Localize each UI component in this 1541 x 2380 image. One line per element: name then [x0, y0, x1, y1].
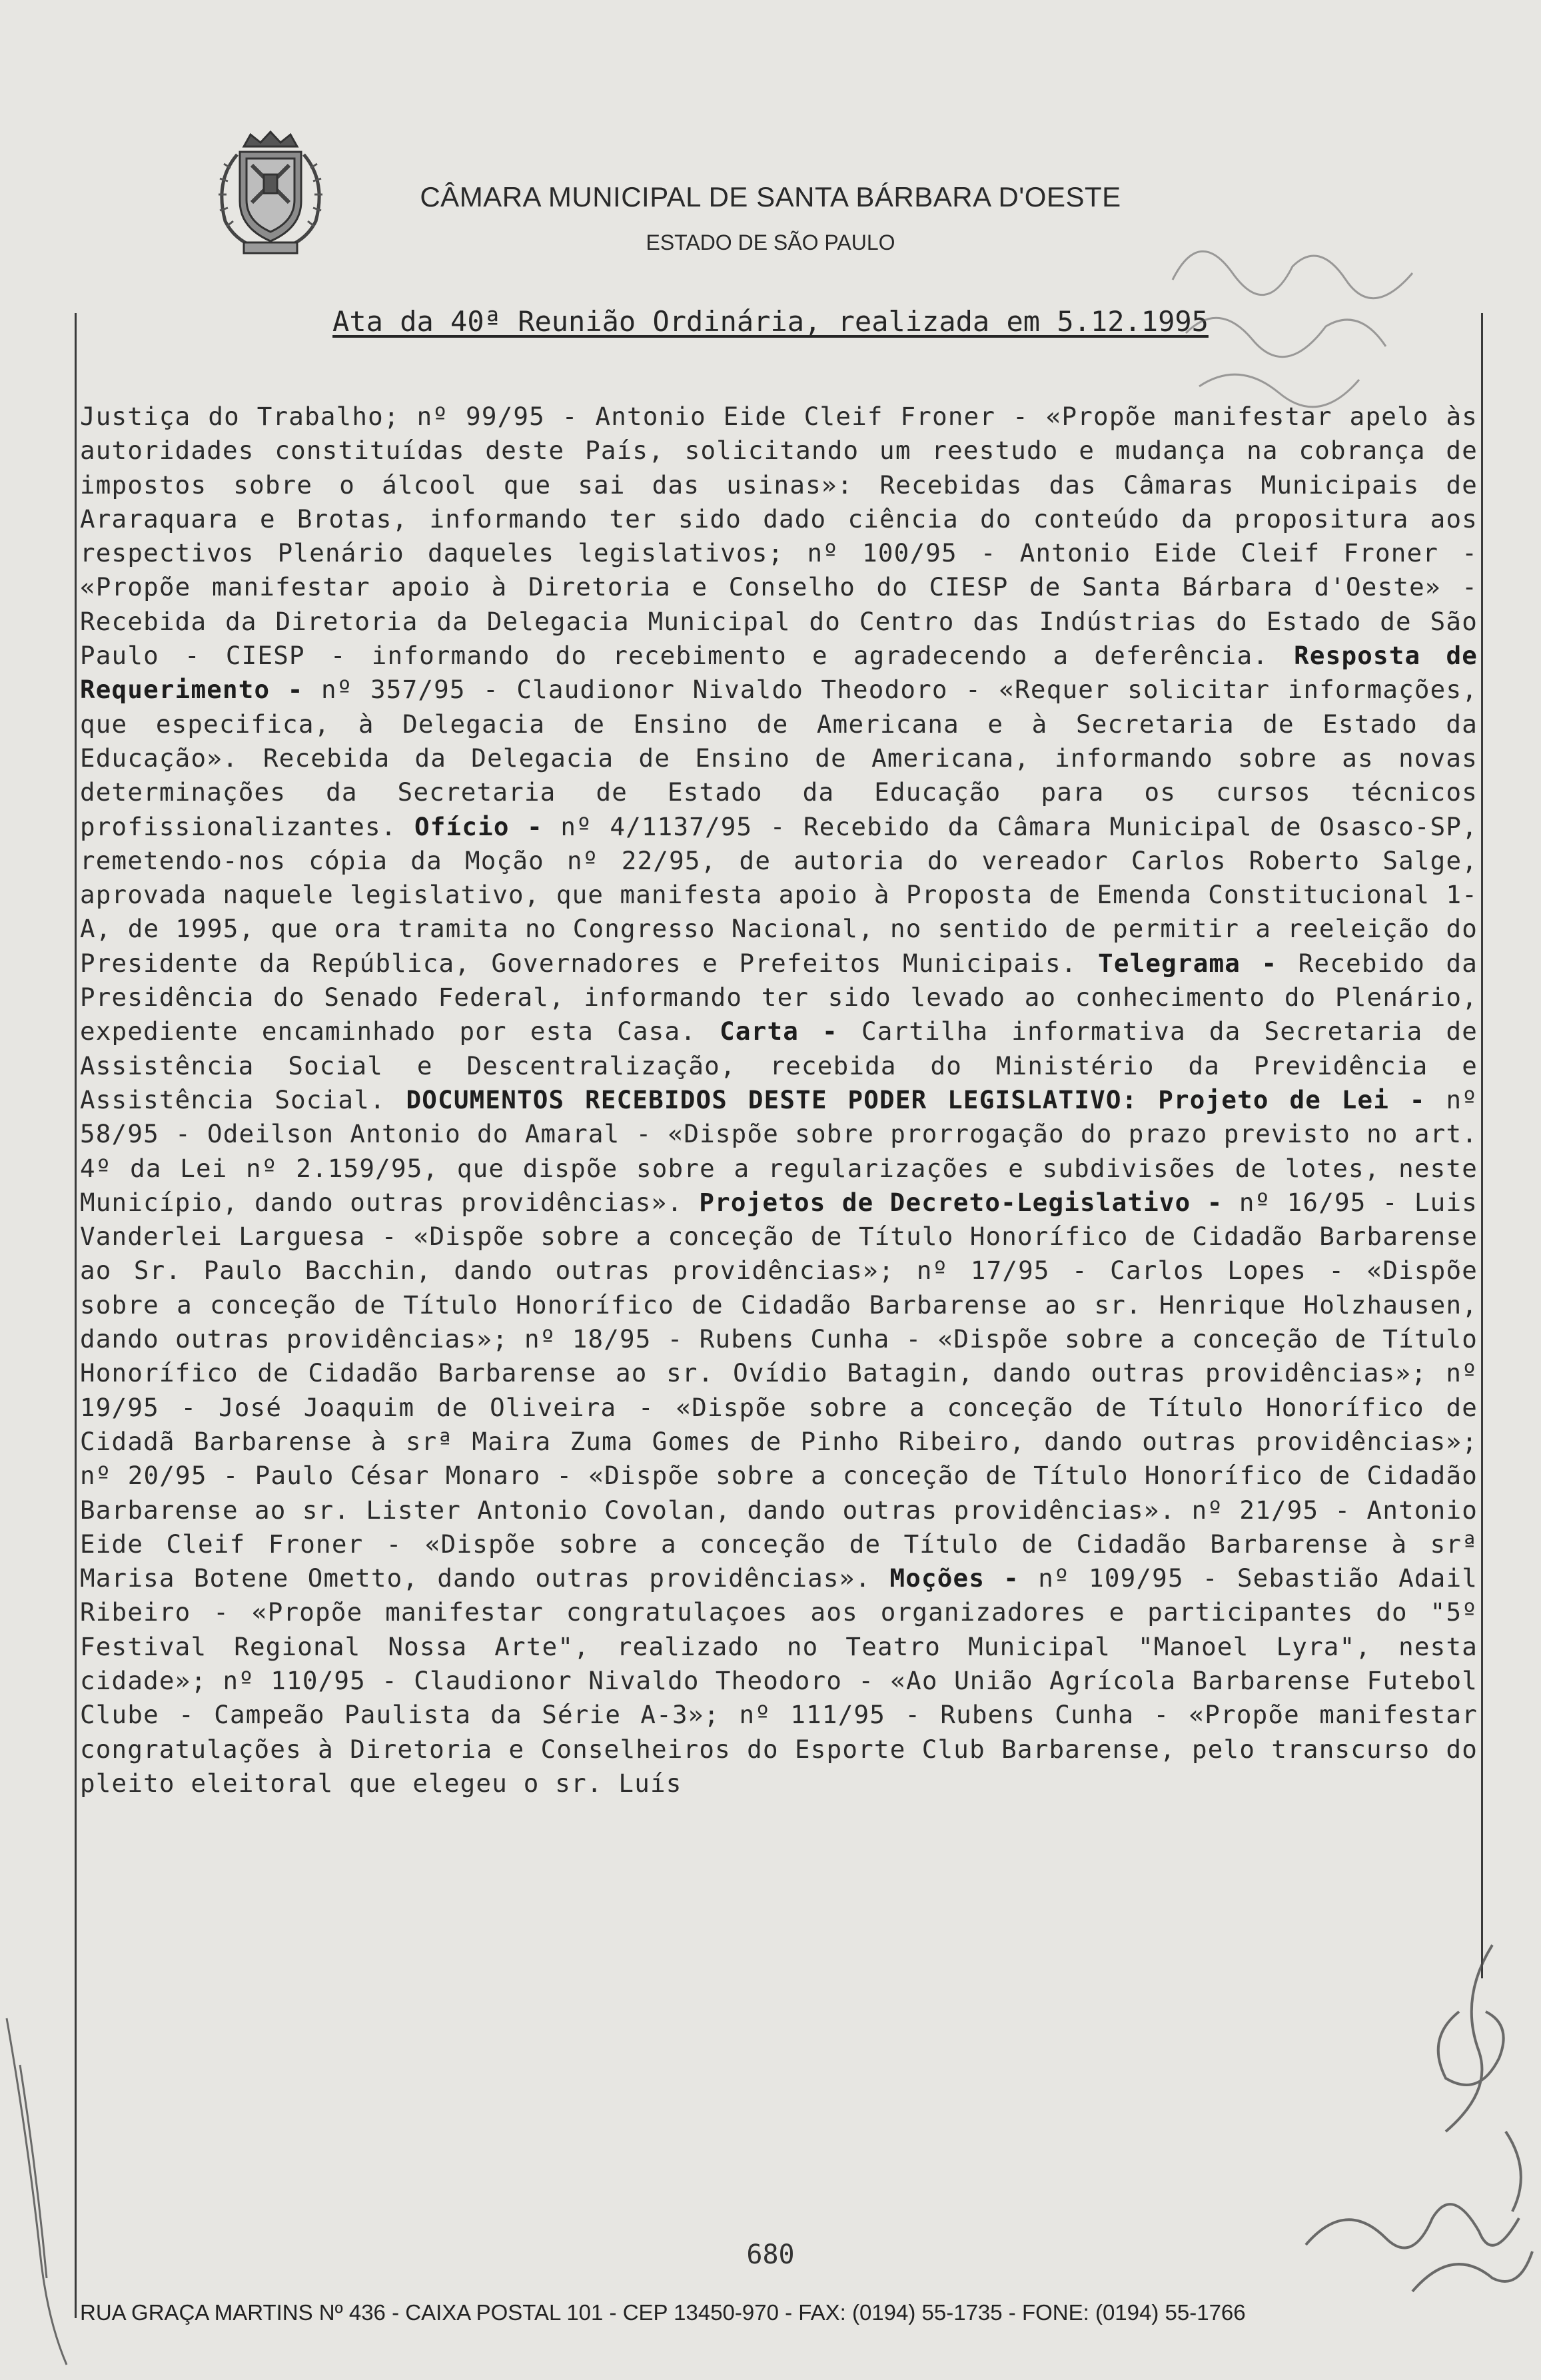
body-text-segment: nº 16/95 - Luis Vanderlei Larguesa - «Dispõe sobre a conceção de Título Honorífico de Cidadão Barbarense ao Sr. Paulo Bacchin, dando outras providências»; nº 17/95 - Carlos Lopes - «Dispõe sobre a conceção de Título Honorífico de Cidadão Barbarense ao sr. Henrique Holzhausen, dando outras providências»; nº 18/95 - Rubens Cunha - «Dispõe sobre a conceção de Título Honorífico de Cidadão Barbarense ao sr. Ovídio Batagin, dando outras providências»; nº 19/95 - José Joaquim de Oliveira - «Dispõe sobre a conceção de Título Honorífico de Cidadã Barbarense à srª Maira Zuma Gomes de Pinho Ribeiro, dando outras providências»; nº 20/95 - Paulo César Monaro - «Dispõe sobre a conceção de Título Honorífico de Cidadão Barbarense ao sr. Lister Antonio Covolan, dando outras providências». nº 21/95 - Antonio Eide Cleif Froner - «Dispõe sobre a conceção de Título de Cidadão Barbarense à srª Marisa Botene Ometto, dando outras providências».	[80, 1187, 1478, 1593]
minutes-body	[80, 400, 1478, 1800]
body-text-segment: Cartilha informativa da Secretaria de Assistência Social e Descentralização, recebida do Ministério da Previdência e Assistência Social.	[80, 1016, 1478, 1114]
right-margin-rule	[1481, 313, 1483, 1978]
state-name: ESTADO DE SÃO PAULO	[646, 230, 895, 254]
page-number: 680	[746, 2239, 795, 2270]
body-text-segment: Justiça do Trabalho; nº 99/95 - Antonio Eide Cleif Froner - «Propõe manifestar apelo às autoridades constituídas deste País, solicitando um reestudo e mudança na cobrança de impostos sobre o álcool que sai das usinas»: Recebidas das Câmaras Municipais de Araraquara e Brotas, informando ter sido dado ciência do conteúdo da propositura aos respectivos Plenário daqueles legislativos; nº 100/95 - Antonio Eide Cleif Froner - «Propõe manifestar apoio à Diretoria e Conselho do CIESP de Santa Bárbara d'Oeste» - Recebida da Diretoria da Delegacia Municipal do Centro das Indústrias do Estado de São Paulo - CIESP - informando do recebimento e agradecendo a deferência.	[80, 402, 1478, 671]
section-heading-documentos-recebidos: DOCUMENTOS RECEBIDOS DESTE PODER LEGISLATIVO: Projeto de Lei -	[406, 1084, 1446, 1114]
body-text-segment: Recebido da Presidência do Senado Federal, informando ter sido levado ao conhecimento do Plenário, expediente encaminhado por esta Casa.	[80, 948, 1478, 1046]
handwritten-mark-left-margin	[0, 1998, 73, 2371]
body-text-segment: nº 4/1137/95 - Recebido da Câmara Municipal de Osasco-SP, remetendo-nos cópia da Moção nº 22/95, de autoria do vereador Carlos Roberto Salge, aprovada naquele legislativo, que manifesta apoio à Proposta de Emenda Constitucional 1-A, de 1995, que ora tramita no Congresso Nacional, no sentido de permitir a reeleição do Presidente da República, Governadores e Prefeitos Municipais.	[80, 811, 1478, 978]
section-heading-telegrama: Telegrama -	[1098, 948, 1298, 978]
body-text-segment: nº 109/95 - Sebastião Adail Ribeiro - «Propõe manifestar congratulaçoes aos organizadores e participantes do "5º Festival Regional Nossa Arte", realizado no Teatro Municipal "Manoel Lyra", nesta cidade»; nº 110/95 - Claudionor Nivaldo Theodoro - «Ao União Agrícola Barbarense Futebol Clube - Campeão Paulista da Série A-3»; nº 111/95 - Rubens Cunha - «Propõe manifestar congratulações à Diretoria e Conselheiros do Esporte Club Barbarense, pelo transcurso do pleito eleitoral que elegeu o sr. Luís	[80, 1563, 1478, 1798]
section-heading-oficio: Ofício -	[414, 811, 561, 841]
minutes-title: Ata da 40ª Reunião Ordinária, realizada em 5.12.1995	[332, 305, 1209, 338]
left-margin-rule	[75, 313, 77, 2318]
footer-address: RUA GRAÇA MARTINS Nº 436 - CAIXA POSTAL 101 - CEP 13450-970 - FAX: (0194) 55-1735 - FONE: (0194) 55-1766	[80, 2300, 1246, 2325]
body-text-segment: nº 357/95 - Claudionor Nivaldo Theodoro - «Requer solicitar informações, que especifica, à Delegacia de Ensino de Americana e à Secretaria de Estado da Educação». Recebida da Delegacia de Ensino de Americana, informando sobre as novas determinações da Secretaria de Estado da Educação para os cursos técnicos profissionalizantes.	[80, 675, 1478, 841]
body-text-segment: nº 58/95 - Odeilson Antonio do Amaral - «Dispõe sobre prorrogação do prazo previsto no art. 4º da Lei nº 2.159/95, que dispõe sobre a regularizações e subdivisões de lotes, neste Município, dando outras providências».	[80, 1084, 1478, 1217]
section-heading-mocoes: Moções -	[889, 1563, 1039, 1593]
section-heading-carta: Carta -	[720, 1016, 861, 1046]
institution-name: CÂMARA MUNICIPAL DE SANTA BÁRBARA D'OESTE	[420, 181, 1121, 212]
section-heading-requerimento-response: Resposta de Requerimento -	[80, 641, 1478, 705]
section-heading-projetos-decreto: Projetos de Decreto-Legislativo -	[699, 1187, 1239, 1217]
